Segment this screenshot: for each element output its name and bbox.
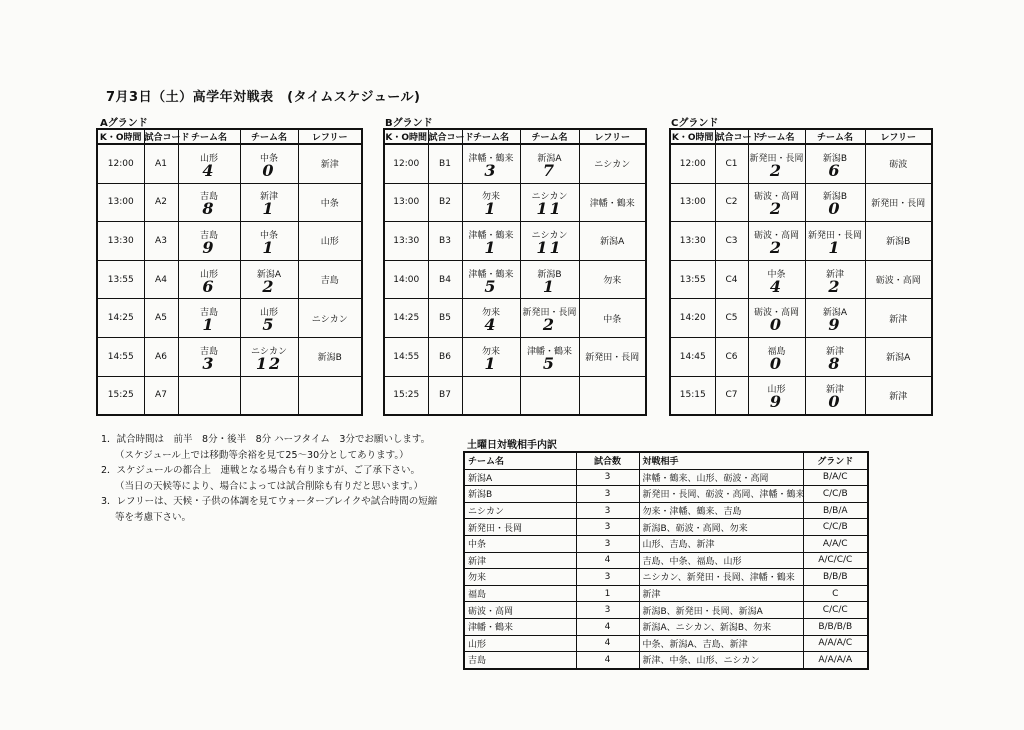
team-name: 新潟B — [537, 269, 562, 280]
note-line: 1．試合時間は 前半 8分・後半 8分 ハーフタイム 3分でお願いします。 — [101, 434, 431, 445]
header-team2: チーム名 — [240, 129, 298, 144]
summary-grounds: C/C/B — [803, 519, 868, 536]
ground-c-table — [669, 128, 933, 416]
summary-row — [464, 618, 868, 635]
team-cell — [805, 376, 865, 415]
summary-games: 4 — [576, 618, 639, 635]
note-line: 3．レフリーは、天候・子供の体調を見てウォーターブレイクや試合時間の短縮 — [101, 496, 438, 507]
summary-games: 4 — [576, 552, 639, 569]
summary-row — [464, 552, 868, 569]
team-cell — [462, 144, 520, 183]
summary-grounds: A/A/A/A — [803, 652, 868, 669]
team-cell — [805, 144, 865, 183]
schedule-row — [384, 299, 646, 338]
summary-games: 4 — [576, 652, 639, 669]
handwritten-score: 12 — [255, 353, 283, 373]
ko-time: 13:30 — [384, 222, 428, 261]
ground-a-table — [96, 128, 363, 416]
handwritten-score: 9 — [769, 392, 784, 412]
team-cell — [240, 337, 298, 376]
match-code: A7 — [144, 376, 178, 415]
summary-grounds: B/B/A — [803, 502, 868, 519]
team-name: 勿来 — [481, 346, 500, 357]
team-cell — [178, 183, 240, 222]
team-cell — [748, 376, 805, 415]
match-code: C5 — [715, 299, 748, 338]
summary-opponents: 新潟B、新発田・長岡、新潟A — [639, 602, 803, 619]
team-cell — [178, 222, 240, 261]
summary-opponents: 津幡・鶴来、山形、砺波・高岡 — [639, 469, 803, 486]
referee: ニシカン — [298, 299, 362, 338]
team-name: 津幡・鶴来 — [468, 153, 514, 164]
team-cell — [748, 260, 805, 299]
handwritten-score: 9 — [828, 315, 842, 335]
team-name: 山形 — [199, 153, 218, 164]
summary-opponents: 勿来・津幡、鶴来、吉島 — [639, 502, 803, 519]
match-code: A3 — [144, 222, 178, 261]
summary-team: 津幡・鶴来 — [464, 618, 576, 635]
referee: 山形 — [298, 222, 362, 261]
ko-time: 14:55 — [384, 337, 428, 376]
team-cell — [520, 376, 579, 415]
ko-time: 13:30 — [97, 222, 144, 261]
header-ko-time: K・O時間 — [670, 129, 715, 144]
summary-opponents: 新発田・長岡、砺波・高岡、津幡・鶴来 — [639, 486, 803, 503]
match-code: C2 — [715, 183, 748, 222]
team-name: 吉島 — [199, 192, 218, 203]
summary-games: 3 — [576, 502, 639, 519]
summary-row — [464, 569, 868, 586]
referee: 中条 — [298, 183, 362, 222]
match-code: C7 — [715, 376, 748, 415]
team-name: 新潟A — [256, 269, 282, 280]
schedule-row — [384, 337, 646, 376]
summary-team: 新潟A — [464, 469, 576, 486]
header-team2: チーム名 — [520, 129, 579, 144]
handwritten-score: 0 — [262, 160, 276, 180]
referee: 新津 — [865, 376, 932, 415]
handwritten-score: 4 — [484, 315, 498, 335]
team-cell — [178, 337, 240, 376]
summary-team: 吉島 — [464, 652, 576, 669]
schedule-row — [97, 183, 362, 222]
summary-grounds: C/C/B — [803, 486, 868, 503]
referee: 勿来 — [579, 260, 646, 299]
handwritten-score: 1 — [484, 353, 498, 373]
team-name: 中条 — [259, 153, 278, 164]
referee: 新津 — [298, 144, 362, 183]
handwritten-score: 2 — [828, 276, 842, 296]
team-name: ニシカン — [250, 346, 287, 357]
team-name: 砺波・高岡 — [753, 308, 799, 319]
referee: 吉島 — [298, 260, 362, 299]
referee: 新発田・長岡 — [579, 337, 646, 376]
referee — [298, 376, 362, 415]
summary-team: 新潟B — [464, 486, 576, 503]
team-cell — [240, 260, 298, 299]
summary-row — [464, 502, 868, 519]
team-cell — [520, 260, 579, 299]
header-match-code: 試合コード — [428, 129, 462, 144]
referee: 津幡・鶴来 — [579, 183, 646, 222]
schedule-row — [384, 376, 646, 415]
header-match-code: 試合コード — [715, 129, 748, 144]
team-cell — [462, 337, 520, 376]
match-code: B6 — [428, 337, 462, 376]
referee: 新潟A — [865, 337, 932, 376]
ko-time: 13:00 — [97, 183, 144, 222]
summary-games: 4 — [576, 635, 639, 652]
handwritten-score: 0 — [769, 315, 784, 335]
team-name: ニシカン — [531, 230, 568, 241]
summary-row — [464, 469, 868, 486]
team-cell — [462, 376, 520, 415]
team-cell — [748, 299, 805, 338]
team-name: 山形 — [767, 385, 786, 396]
summary-row — [464, 535, 868, 552]
handwritten-score: 2 — [769, 237, 784, 257]
schedule-row — [97, 260, 362, 299]
schedule-row — [97, 376, 362, 415]
match-code: B5 — [428, 299, 462, 338]
team-name: 新津 — [259, 192, 278, 203]
schedule-row — [97, 144, 362, 183]
handwritten-score: 8 — [828, 353, 842, 373]
handwritten-score: 1 — [262, 199, 276, 219]
handwritten-score: 6 — [828, 160, 842, 180]
team-name: 新津 — [825, 269, 844, 280]
match-code: C4 — [715, 260, 748, 299]
ko-time: 14:45 — [670, 337, 715, 376]
summary-grounds: C — [803, 585, 868, 602]
schedule-row — [670, 144, 932, 183]
team-cell — [520, 337, 579, 376]
summary-grounds: A/A/A/C — [803, 635, 868, 652]
handwritten-score: 4 — [202, 160, 216, 180]
team-cell — [805, 183, 865, 222]
team-name: 新潟B — [822, 192, 848, 203]
handwritten-score: 9 — [202, 237, 216, 257]
summary-grounds: A/C/C/C — [803, 552, 868, 569]
ko-time: 13:00 — [384, 183, 428, 222]
team-cell — [805, 260, 865, 299]
team-name: 吉島 — [199, 346, 218, 357]
handwritten-score: 1 — [262, 237, 276, 257]
summary-team: 山形 — [464, 635, 576, 652]
team-name: 津幡・鶴来 — [468, 230, 514, 241]
summary-grounds: A/A/C — [803, 535, 868, 552]
match-code: B2 — [428, 183, 462, 222]
header-ko-time: K・O時間 — [97, 129, 144, 144]
ko-time: 13:55 — [97, 260, 144, 299]
summary-games: 3 — [576, 486, 639, 503]
team-name: 中条 — [767, 269, 786, 280]
team-name: 砺波・高岡 — [753, 192, 799, 203]
match-code: C1 — [715, 144, 748, 183]
summary-team: 勿来 — [464, 569, 576, 586]
referee: 砺波・高岡 — [865, 260, 932, 299]
note-line: 等を考慮下さい。 — [115, 511, 192, 523]
ko-time: 15:25 — [384, 376, 428, 415]
referee: 新発田・長岡 — [865, 183, 932, 222]
referee: ニシカン — [579, 144, 646, 183]
handwritten-score: 5 — [484, 276, 498, 296]
summary-row — [464, 585, 868, 602]
handwritten-score: 3 — [202, 353, 216, 373]
summary-games: 3 — [576, 569, 639, 586]
referee: 新潟A — [579, 222, 646, 261]
summary-opponents: 山形、吉島、新津 — [639, 535, 803, 552]
team-name: 山形 — [259, 308, 278, 319]
ko-time: 12:00 — [97, 144, 144, 183]
ko-time: 12:00 — [384, 144, 428, 183]
ko-time: 14:25 — [384, 299, 428, 338]
summary-opponents: ニシカン、新発田・長岡、津幡・鶴来 — [639, 569, 803, 586]
team-cell — [178, 260, 240, 299]
handwritten-score: 0 — [828, 392, 842, 412]
schedule-row — [670, 260, 932, 299]
team-cell — [240, 299, 298, 338]
team-name: 新潟A — [537, 153, 562, 164]
team-cell — [748, 183, 805, 222]
team-name: 新津 — [825, 385, 844, 396]
ko-time: 13:55 — [670, 260, 715, 299]
header-referee: レフリー — [579, 129, 646, 144]
header-referee: レフリー — [298, 129, 362, 144]
team-name: 吉島 — [199, 308, 218, 319]
match-code: A4 — [144, 260, 178, 299]
notes — [101, 432, 451, 525]
team-cell — [178, 376, 240, 415]
team-name: 勿来 — [481, 308, 500, 319]
team-name: 新発田・長岡 — [749, 153, 804, 164]
schedule-row — [97, 337, 362, 376]
team-cell — [240, 144, 298, 183]
summary-opponents: 吉島、中条、福島、山形 — [639, 552, 803, 569]
handwritten-score: 1 — [484, 199, 498, 219]
ko-time: 13:30 — [670, 222, 715, 261]
team-cell — [805, 337, 865, 376]
ko-time: 14:20 — [670, 299, 715, 338]
schedule-row — [384, 183, 646, 222]
ground-c-label: Cグランド — [671, 118, 719, 129]
referee: 砺波 — [865, 144, 932, 183]
header-ko-time: K・O時間 — [384, 129, 428, 144]
ko-time: 13:00 — [670, 183, 715, 222]
handwritten-score: 1 — [828, 237, 842, 257]
team-cell — [462, 183, 520, 222]
team-cell — [462, 260, 520, 299]
handwritten-score: 2 — [769, 199, 784, 219]
handwritten-score: 2 — [769, 160, 784, 180]
schedule-row — [384, 260, 646, 299]
team-name: 新潟A — [822, 308, 848, 319]
schedule-row — [670, 183, 932, 222]
team-name: 新発田・長岡 — [522, 308, 577, 319]
summary-header-team: チーム名 — [464, 452, 576, 469]
header-team2: チーム名 — [805, 129, 865, 144]
summary-team: 砺波・高岡 — [464, 602, 576, 619]
referee: 新潟B — [298, 337, 362, 376]
team-cell — [240, 183, 298, 222]
summary-opponents: 中条、新潟A、吉島、新津 — [639, 635, 803, 652]
match-code: A2 — [144, 183, 178, 222]
summary-title: 土曜日対戦相手内訳 — [467, 440, 557, 451]
handwritten-score: 11 — [536, 199, 563, 219]
match-code: A1 — [144, 144, 178, 183]
summary-games: 3 — [576, 535, 639, 552]
summary-grounds: C/C/C — [803, 602, 868, 619]
summary-row — [464, 652, 868, 669]
schedule-row — [97, 299, 362, 338]
team-name: 吉島 — [199, 230, 218, 241]
ko-time: 15:15 — [670, 376, 715, 415]
handwritten-score: 4 — [769, 276, 784, 296]
summary-row — [464, 519, 868, 536]
handwritten-score: 2 — [262, 276, 276, 296]
team-name: 砺波・高岡 — [753, 230, 799, 241]
handwritten-score: 3 — [484, 160, 498, 180]
summary-team: ニシカン — [464, 502, 576, 519]
summary-grounds: B/A/C — [803, 469, 868, 486]
team-cell — [520, 183, 579, 222]
summary-team: 新津 — [464, 552, 576, 569]
ko-time: 14:00 — [384, 260, 428, 299]
team-name: 福島 — [767, 346, 786, 357]
summary-header-games: 試合数 — [576, 452, 639, 469]
handwritten-score: 1 — [484, 237, 498, 257]
schedule-row — [670, 299, 932, 338]
match-code: B4 — [428, 260, 462, 299]
team-cell — [178, 299, 240, 338]
team-cell — [748, 337, 805, 376]
ground-b-label: Bグランド — [385, 118, 433, 129]
team-cell — [520, 222, 579, 261]
team-cell — [805, 222, 865, 261]
summary-row — [464, 635, 868, 652]
summary-team: 新発田・長岡 — [464, 519, 576, 536]
summary-table — [463, 451, 869, 670]
match-code: B7 — [428, 376, 462, 415]
team-name: 新津 — [825, 346, 844, 357]
header-referee: レフリー — [865, 129, 932, 144]
match-code: A5 — [144, 299, 178, 338]
team-cell — [520, 299, 579, 338]
summary-grounds: B/B/B — [803, 569, 868, 586]
team-cell — [520, 144, 579, 183]
team-cell — [240, 376, 298, 415]
handwritten-score: 7 — [542, 160, 557, 180]
handwritten-score: 5 — [262, 315, 276, 335]
page-title: 7月3日（土）高学年対戦表 (タイムスケジュール) — [106, 90, 421, 105]
summary-header-opponents: 対戦相手 — [639, 452, 803, 469]
schedule-row — [97, 222, 362, 261]
handwritten-score: 6 — [202, 276, 216, 296]
handwritten-score: 2 — [542, 315, 557, 335]
team-name: 新潟B — [822, 153, 848, 164]
match-code: C3 — [715, 222, 748, 261]
handwritten-score: 8 — [202, 199, 216, 219]
summary-team: 福島 — [464, 585, 576, 602]
summary-games: 1 — [576, 585, 639, 602]
summary-grounds: B/B/B/B — [803, 618, 868, 635]
handwritten-score: 1 — [202, 315, 216, 335]
note-line: （スケジュール上では移動等余裕を見て25～30分としてあります。） — [115, 449, 409, 461]
team-name: 新発田・長岡 — [807, 230, 862, 241]
handwritten-score: 0 — [828, 199, 842, 219]
schedule-row — [384, 144, 646, 183]
match-code: A6 — [144, 337, 178, 376]
team-name: 中条 — [259, 230, 278, 241]
note-line: （当日の天候等により、場合によっては試合削除も有りだと思います。） — [115, 480, 423, 492]
referee — [579, 376, 646, 415]
match-code: B3 — [428, 222, 462, 261]
team-name: 津幡・鶴来 — [468, 269, 514, 280]
schedule-row — [670, 337, 932, 376]
summary-opponents: 新津、中条、山形、ニシカン — [639, 652, 803, 669]
team-name: 勿来 — [481, 192, 500, 203]
referee: 中条 — [579, 299, 646, 338]
team-name: 山形 — [199, 269, 218, 280]
team-name: ニシカン — [531, 192, 568, 203]
summary-opponents: 新潟A、ニシカン、新潟B、勿来 — [639, 618, 803, 635]
team-cell — [462, 222, 520, 261]
handwritten-score: 11 — [536, 237, 563, 257]
ground-b-table — [383, 128, 647, 416]
header-team1: チーム名 — [748, 129, 805, 144]
handwritten-score: 1 — [542, 276, 557, 296]
note-line: 2．スケジュールの都合上 連戦となる場合も有りますが、ご了承下さい。 — [101, 465, 420, 476]
ko-time: 12:00 — [670, 144, 715, 183]
handwritten-score: 0 — [769, 353, 784, 373]
ground-a-label: Aグランド — [100, 118, 148, 129]
schedule-row — [670, 222, 932, 261]
summary-opponents: 新津 — [639, 585, 803, 602]
team-cell — [462, 299, 520, 338]
match-code: B1 — [428, 144, 462, 183]
team-cell — [240, 222, 298, 261]
header-team1: チーム名 — [178, 129, 240, 144]
team-cell — [178, 144, 240, 183]
match-code: C6 — [715, 337, 748, 376]
summary-games: 3 — [576, 602, 639, 619]
ko-time: 14:55 — [97, 337, 144, 376]
ko-time: 14:25 — [97, 299, 144, 338]
handwritten-score: 5 — [542, 353, 557, 373]
summary-row — [464, 486, 868, 503]
header-match-code: 試合コード — [144, 129, 178, 144]
referee: 新潟B — [865, 222, 932, 261]
schedule-row — [670, 376, 932, 415]
summary-games: 3 — [576, 469, 639, 486]
team-cell — [748, 144, 805, 183]
team-cell — [805, 299, 865, 338]
summary-games: 3 — [576, 519, 639, 536]
summary-row — [464, 602, 868, 619]
team-cell — [748, 222, 805, 261]
team-name: 津幡・鶴来 — [526, 346, 572, 357]
ko-time: 15:25 — [97, 376, 144, 415]
referee: 新津 — [865, 299, 932, 338]
schedule-row — [384, 222, 646, 261]
summary-team: 中条 — [464, 535, 576, 552]
summary-header-grounds: グランド — [803, 452, 868, 469]
header-team1: チーム名 — [462, 129, 520, 144]
summary-opponents: 新潟B、砺波・高岡、勿来 — [639, 519, 803, 536]
